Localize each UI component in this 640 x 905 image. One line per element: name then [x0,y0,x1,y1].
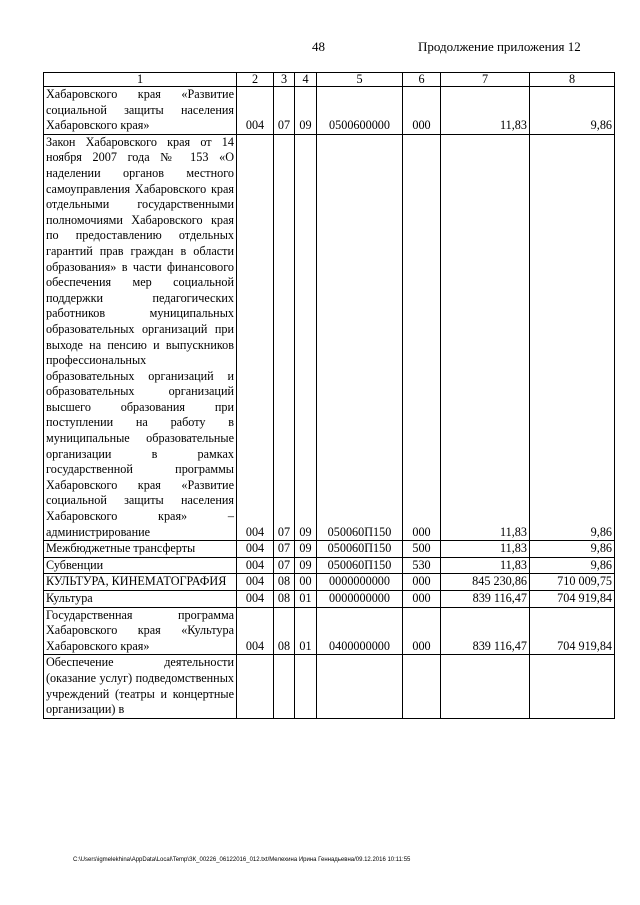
table-row [44,655,615,718]
row-name: Закон Хабаровского края от 14 ноября 2007 года № 153 «О наделении органов местного самоуправления Хабаровского края отдельными государственными полномочиями Хабаровского края по предоставлению отдельных гарантий прав граждан в области образования» в части финансового обеспечения мер социальной поддержки педагогических работников муниципальных образовательных организаций при выходе на пенсию и выпускников профессиональных образовательных организаций и образовательных организаций высшего образования при поступлении на работу в муниципальные образовательные организации в рамках государственной программы Хабаровского края «Развитие социальной защиты населения Хабаровского края» – администрирование [44,134,237,540]
cell-csr: 0000000000 [317,591,403,608]
row-name: Субвенции [44,557,237,574]
table-row [44,541,615,558]
cell-vr: 000 [403,591,441,608]
table-row [44,87,615,135]
document-footer-path: C:\Users\igmelekhina\AppData\Local\Temp\ЗК_00226_06122016_012.txt/Мелехина Ирина Геннадьевна/09.12.2016 10:11:55 [73,857,411,863]
cell-rz [274,655,295,718]
column-header: 2 [237,73,274,87]
cell-pr: 09 [295,541,317,558]
cell-gr [237,655,274,718]
cell-pr [295,655,317,718]
cell-pr: 09 [295,87,317,135]
row-name: Межбюджетные трансферты [44,541,237,558]
cell-sum-1: 11,83 [441,541,530,558]
cell-sum-1: 845 230,86 [441,574,530,591]
cell-csr: 050060П150 [317,134,403,540]
cell-sum-1: 11,83 [441,134,530,540]
cell-rz: 07 [274,557,295,574]
cell-gr: 004 [237,591,274,608]
cell-sum-2: 9,86 [530,557,615,574]
cell-vr: 000 [403,607,441,655]
column-header: 8 [530,73,615,87]
cell-sum-1: 839 116,47 [441,607,530,655]
cell-rz: 08 [274,574,295,591]
cell-sum-1: 839 116,47 [441,591,530,608]
cell-gr: 004 [237,607,274,655]
table-row [44,557,615,574]
column-header: 4 [295,73,317,87]
cell-vr: 000 [403,574,441,591]
cell-pr: 09 [295,134,317,540]
cell-csr: 0000000000 [317,574,403,591]
column-header: 5 [317,73,403,87]
cell-rz: 07 [274,134,295,540]
row-name: Хабаровского края «Развитие социальной защиты населения Хабаровского края» [44,87,237,135]
table-header-row [44,73,615,87]
column-header: 1 [44,73,237,87]
cell-rz: 08 [274,607,295,655]
cell-sum-2: 9,86 [530,134,615,540]
row-name: Государственная программа Хабаровского края «Культура Хабаровского края» [44,607,237,655]
table-row [44,591,615,608]
cell-vr: 000 [403,134,441,540]
cell-rz: 07 [274,87,295,135]
cell-sum-1: 11,83 [441,557,530,574]
row-name: КУЛЬТУРА, КИНЕМАТОГРАФИЯ [44,574,237,591]
table-row [44,574,615,591]
cell-sum-2: 710 009,75 [530,574,615,591]
cell-sum-2: 704 919,84 [530,591,615,608]
cell-sum-2 [530,655,615,718]
table-row [44,607,615,655]
appendix-continuation-title: Продолжение приложения 12 [418,39,581,54]
cell-sum-2: 9,86 [530,541,615,558]
cell-vr [403,655,441,718]
cell-gr: 004 [237,557,274,574]
cell-csr: 050060П150 [317,541,403,558]
cell-csr: 0400000000 [317,607,403,655]
cell-pr: 01 [295,607,317,655]
cell-pr: 09 [295,557,317,574]
cell-pr: 00 [295,574,317,591]
column-header: 3 [274,73,295,87]
cell-sum-2: 704 919,84 [530,607,615,655]
cell-csr: 0500600000 [317,87,403,135]
cell-csr: 050060П150 [317,557,403,574]
cell-gr: 004 [237,574,274,591]
cell-vr: 000 [403,87,441,135]
budget-table [43,72,615,719]
row-name: Культура [44,591,237,608]
cell-pr: 01 [295,591,317,608]
table-row [44,134,615,540]
cell-gr: 004 [237,134,274,540]
cell-rz: 07 [274,541,295,558]
cell-rz: 08 [274,591,295,608]
row-name: Обеспечение деятельности (оказание услуг) подведомственных учреждений (театры и концертные организации) в [44,655,237,718]
cell-csr [317,655,403,718]
cell-gr: 004 [237,541,274,558]
cell-vr: 530 [403,557,441,574]
cell-sum-1: 11,83 [441,87,530,135]
column-header: 7 [441,73,530,87]
cell-sum-2: 9,86 [530,87,615,135]
cell-gr: 004 [237,87,274,135]
cell-vr: 500 [403,541,441,558]
column-header: 6 [403,73,441,87]
page-number: 48 [312,39,325,54]
cell-sum-1 [441,655,530,718]
